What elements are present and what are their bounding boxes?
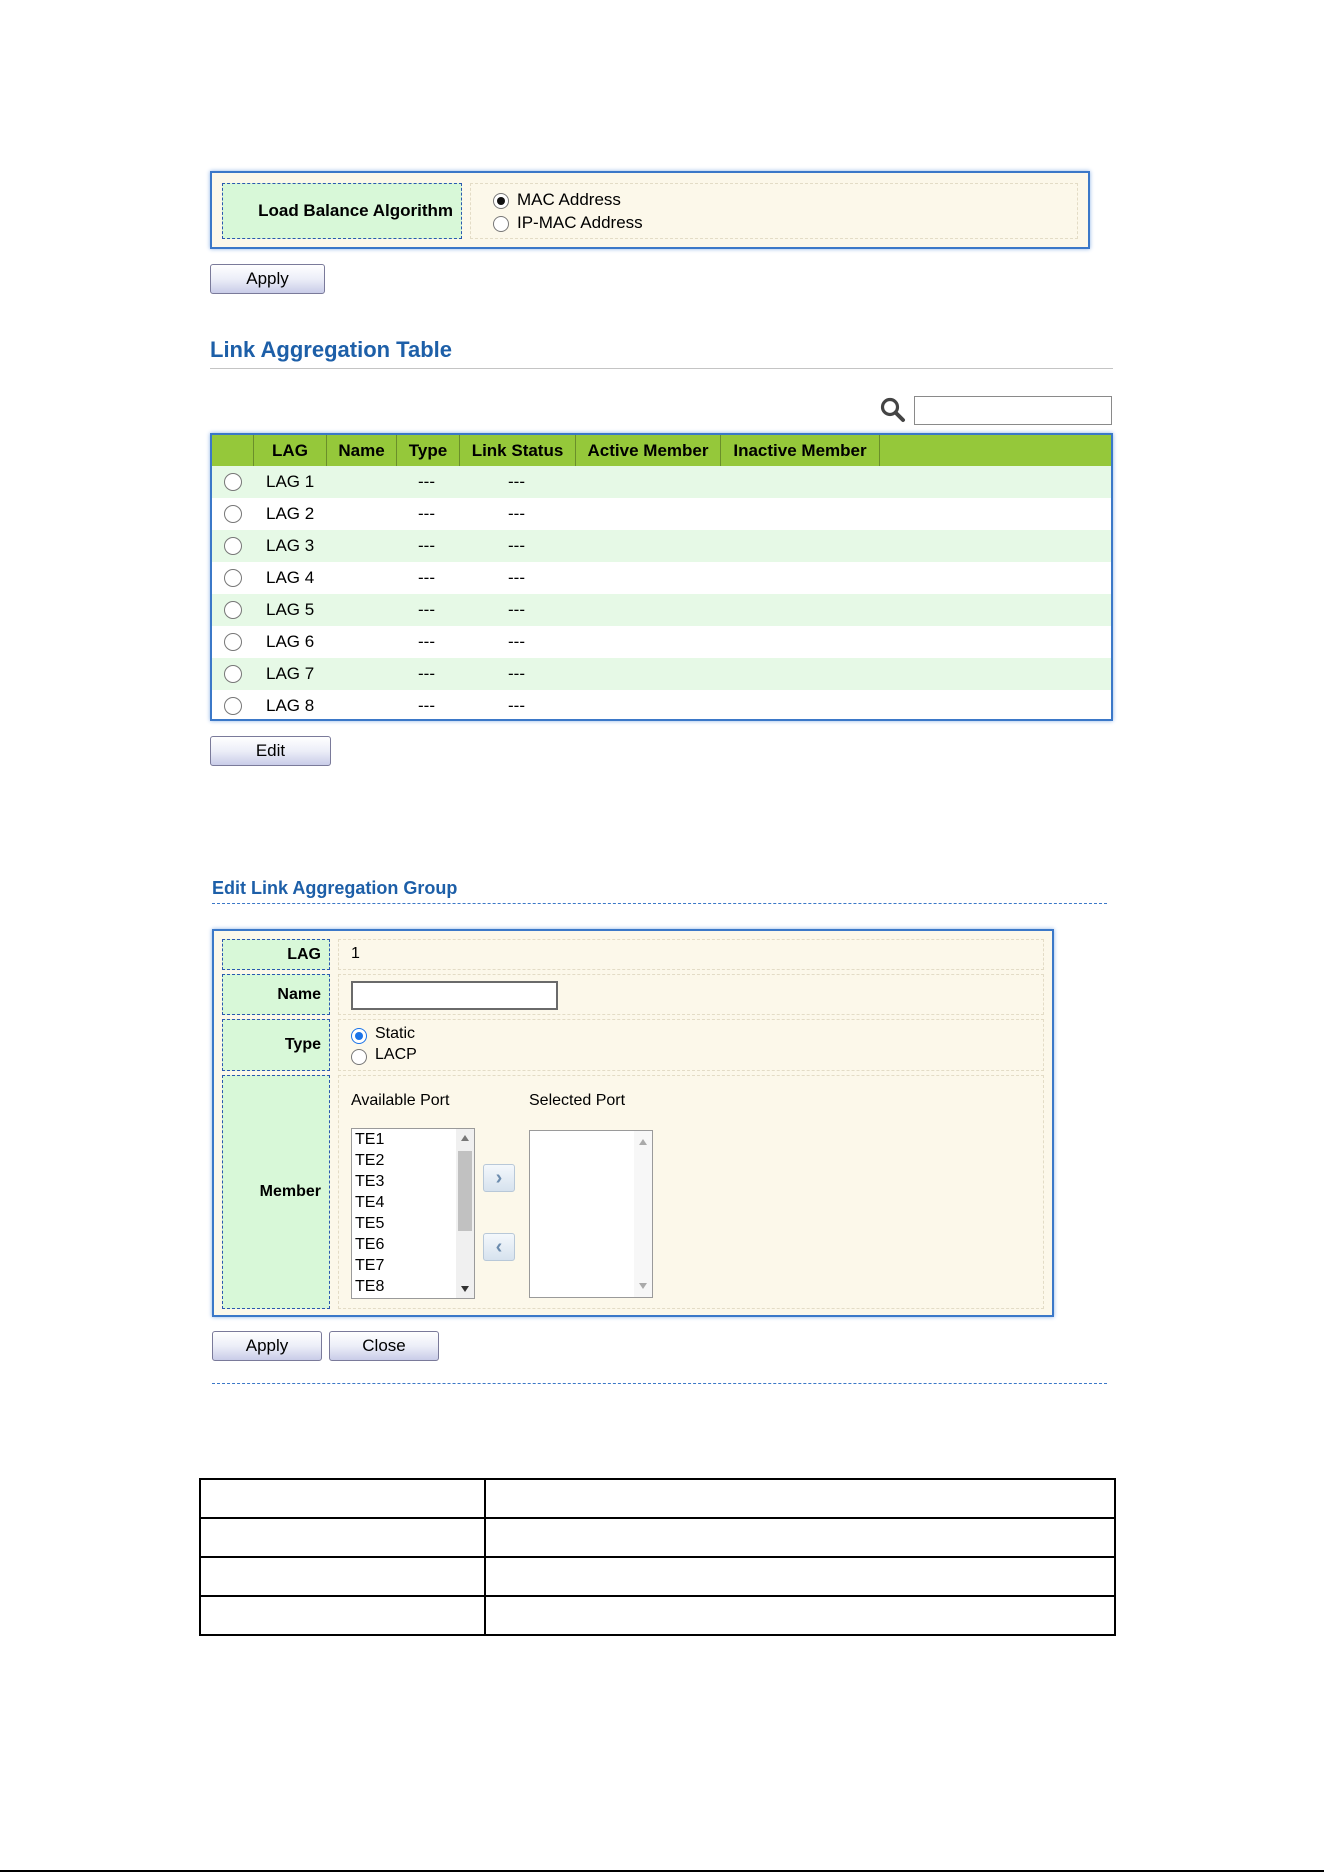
column-header-type: Type	[397, 435, 460, 466]
table-row[interactable]	[212, 498, 1111, 530]
lag-field-label: LAG	[222, 939, 330, 970]
list-item[interactable]: TE5	[355, 1215, 385, 1232]
column-header-lag: LAG	[254, 435, 327, 466]
link-status-cell: ---	[508, 536, 525, 555]
lag-field-value: 1	[351, 945, 360, 962]
type-cell: ---	[418, 664, 435, 683]
table-row	[200, 1596, 1115, 1635]
edit-group-title: Edit Link Aggregation Group	[212, 878, 458, 898]
scrollbar-thumb[interactable]	[458, 1151, 472, 1231]
column-header-name: Name	[327, 435, 397, 466]
type-cell: ---	[418, 472, 435, 491]
type-lacp-radio[interactable]	[351, 1049, 367, 1065]
lag-select-radio[interactable]	[224, 697, 242, 715]
edit-group-close-button[interactable]: Close	[329, 1331, 439, 1361]
remove-port-button[interactable]	[483, 1233, 515, 1261]
selected-port-list[interactable]	[529, 1130, 653, 1298]
selected-scroll-up-arrow-icon[interactable]	[639, 1139, 647, 1145]
available-port-label: Available Port	[351, 1092, 450, 1109]
table-row[interactable]	[212, 626, 1111, 658]
selected-scroll-down-arrow-icon[interactable]	[639, 1283, 647, 1289]
link-status-cell: ---	[508, 600, 525, 619]
link-status-cell: ---	[508, 664, 525, 683]
table-row[interactable]	[212, 658, 1111, 690]
lag-cell: LAG 2	[266, 504, 315, 523]
available-port-scrollbar[interactable]	[456, 1129, 474, 1298]
table-row[interactable]	[212, 594, 1111, 626]
table-row	[200, 1518, 1115, 1557]
search-icon	[879, 396, 907, 424]
mac-address-option-label: MAC Address	[517, 190, 621, 209]
load-balance-options	[470, 183, 1078, 239]
lag-select-radio[interactable]	[224, 473, 242, 491]
name-input[interactable]	[351, 981, 558, 1010]
member-field-label: Member	[222, 1075, 330, 1309]
scroll-down-arrow-icon[interactable]	[461, 1286, 469, 1292]
lag-select-radio[interactable]	[224, 665, 242, 683]
load-balance-panel	[210, 171, 1090, 249]
empty-document-table	[199, 1478, 1116, 1636]
select-column-header	[212, 435, 254, 466]
add-port-button[interactable]	[483, 1164, 515, 1192]
member-field-row	[338, 1075, 1044, 1309]
lag-cell: LAG 5	[266, 600, 315, 619]
type-lacp-label: LACP	[375, 1046, 417, 1063]
name-field-label: Name	[222, 974, 330, 1015]
lag-table-header	[212, 435, 1111, 467]
edit-group-top-divider	[212, 903, 1107, 904]
type-static-radio[interactable]	[351, 1028, 367, 1044]
lag-select-radio[interactable]	[224, 505, 242, 523]
list-item[interactable]: TE2	[355, 1152, 385, 1169]
name-field-row	[338, 974, 1044, 1015]
chevron-left-icon: ‹	[495, 1236, 503, 1258]
ip-mac-address-radio[interactable]	[493, 216, 509, 232]
column-header-active-member: Active Member	[576, 435, 721, 466]
lag-select-radio[interactable]	[224, 601, 242, 619]
edit-group-apply-button[interactable]: Apply	[212, 1331, 322, 1361]
table-row[interactable]	[212, 466, 1111, 498]
lag-cell: LAG 6	[266, 632, 315, 651]
lag-search-input[interactable]	[914, 396, 1112, 425]
type-cell: ---	[418, 536, 435, 555]
list-item[interactable]: TE7	[355, 1257, 385, 1274]
load-balance-apply-button[interactable]: Apply	[210, 264, 325, 294]
title-divider	[210, 368, 1113, 369]
lag-cell: LAG 7	[266, 664, 315, 683]
table-row[interactable]	[212, 530, 1111, 562]
lag-cell: LAG 3	[266, 536, 315, 555]
selected-port-scrollbar[interactable]	[634, 1131, 652, 1297]
link-status-cell: ---	[508, 472, 525, 491]
load-balance-label: Load Balance Algorithm	[222, 183, 462, 239]
lag-table-title: Link Aggregation Table	[210, 337, 453, 362]
lag-field-row	[338, 939, 1044, 970]
edit-group-panel	[212, 929, 1054, 1317]
lag-edit-button[interactable]: Edit	[210, 736, 331, 766]
column-header-link-status: Link Status	[460, 435, 576, 466]
link-status-cell: ---	[508, 632, 525, 651]
list-item[interactable]: TE3	[355, 1173, 385, 1190]
type-field-label: Type	[222, 1019, 330, 1071]
link-status-cell: ---	[508, 504, 525, 523]
lag-select-radio[interactable]	[224, 569, 242, 587]
link-status-cell: ---	[508, 696, 525, 715]
edit-group-bottom-divider	[212, 1383, 1107, 1384]
lag-table	[210, 433, 1113, 721]
type-cell: ---	[418, 632, 435, 651]
type-cell: ---	[418, 504, 435, 523]
list-item[interactable]: TE6	[355, 1236, 385, 1253]
lag-cell: LAG 8	[266, 696, 315, 715]
list-item[interactable]: TE8	[355, 1278, 385, 1295]
column-header-inactive-member: Inactive Member	[721, 435, 880, 466]
type-cell: ---	[418, 696, 435, 715]
table-row[interactable]	[212, 562, 1111, 594]
scroll-up-arrow-icon[interactable]	[461, 1135, 469, 1141]
lag-cell: LAG 4	[266, 568, 315, 587]
type-field-row	[338, 1019, 1044, 1071]
link-status-cell: ---	[508, 568, 525, 587]
ip-mac-address-option-label: IP-MAC Address	[517, 213, 643, 232]
lag-select-radio[interactable]	[224, 537, 242, 555]
table-row	[200, 1479, 1115, 1518]
lag-select-radio[interactable]	[224, 633, 242, 651]
available-port-list[interactable]	[351, 1128, 475, 1299]
chevron-right-icon: ›	[495, 1167, 503, 1189]
list-item[interactable]: TE4	[355, 1194, 385, 1211]
table-row	[200, 1557, 1115, 1596]
lag-cell: LAG 1	[266, 472, 315, 491]
mac-address-radio[interactable]	[493, 193, 509, 209]
type-cell: ---	[418, 568, 435, 587]
type-cell: ---	[418, 600, 435, 619]
type-static-label: Static	[375, 1025, 416, 1042]
table-row[interactable]	[212, 690, 1111, 722]
selected-port-label: Selected Port	[529, 1092, 626, 1109]
list-item[interactable]: TE1	[355, 1131, 385, 1148]
